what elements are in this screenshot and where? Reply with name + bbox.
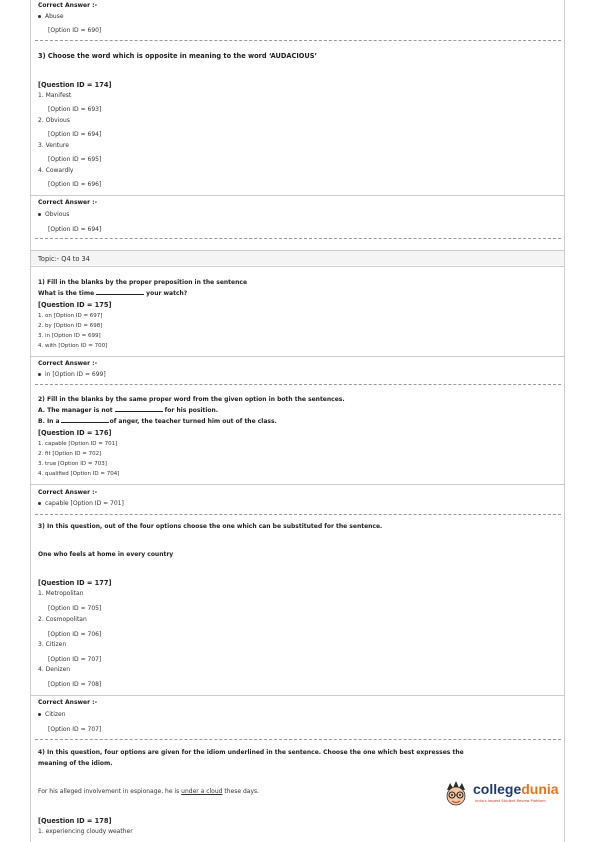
bullet-icon — [38, 502, 41, 505]
option-id: [Option ID = 705] — [48, 605, 102, 612]
option-id: [Option ID = 706] — [48, 631, 102, 638]
correct-answer: Obvious — [38, 211, 69, 219]
bullet-icon — [38, 213, 41, 216]
option-item: 4. with [Option ID = 700] — [38, 343, 108, 349]
bullet-icon — [38, 713, 41, 716]
option-label: 3. Venture — [38, 142, 69, 149]
option-label: 1. Metropolitan — [38, 590, 84, 597]
option-item: 3. true [Option ID = 703] — [38, 461, 107, 467]
option-id: [Option ID = 707] — [48, 726, 102, 733]
divider — [30, 266, 565, 267]
sentence-a: A. The manager is not for his position. — [38, 407, 219, 414]
separator — [35, 739, 561, 740]
option-id: [Option ID = 694] — [48, 226, 102, 233]
correct-answer-label: Correct Answer :- — [38, 2, 98, 9]
question-id: [Question ID = 178] — [38, 817, 112, 825]
option-label: 4. Cowardly — [38, 167, 74, 174]
question-prompt: 4) In this question, four options are given for the idiom underlined in the sentence. Choose the one which best expresses the — [38, 749, 464, 756]
topic-heading: Topic:- Q4 to 34 — [38, 255, 90, 263]
correct-answer-label: Correct Answer :- — [38, 199, 98, 206]
question-sentence: For his alleged involvement in espionage, he is under a cloud these days. — [38, 788, 260, 795]
correct-answer: capable [Option ID = 701] — [38, 500, 124, 508]
option-label: 1. Manifest — [38, 92, 72, 99]
option-id: [Option ID = 694] — [48, 131, 102, 138]
option-label: 1. experiencing cloudy weather — [38, 828, 133, 835]
separator — [35, 514, 561, 515]
bullet-icon — [38, 15, 41, 18]
correct-answer: Citizen — [38, 711, 66, 719]
divider — [30, 695, 565, 696]
option-item: 2. fit [Option ID = 702] — [38, 451, 102, 457]
divider — [30, 195, 565, 196]
bullet-icon — [38, 373, 41, 376]
divider — [30, 356, 565, 357]
separator — [35, 40, 561, 41]
option-id: [Option ID = 696] — [48, 181, 102, 188]
option-item: 1. on [Option ID = 697] — [38, 313, 103, 319]
question-id: [Question ID = 175] — [38, 301, 112, 309]
question-prompt: 3) Choose the word which is opposite in meaning to the word ‘AUDACIOUS’ — [38, 52, 317, 60]
option-label: 2. Cosmopolitan — [38, 616, 87, 623]
question-sentence: One who feels at home in every country — [38, 551, 174, 558]
question-id: [Question ID = 174] — [38, 81, 112, 89]
option-label: 2. Obvious — [38, 117, 70, 124]
divider — [30, 484, 565, 485]
question-prompt: 2) Fill in the blanks by the same proper word from the given option in both the sentences. — [38, 396, 345, 403]
correct-answer-label: Correct Answer :- — [38, 360, 98, 367]
option-label: 3. Citizen — [38, 641, 67, 648]
question-prompt-cont: meaning of the idiom. — [38, 760, 113, 767]
question-sentence: What is the time your watch? — [38, 290, 188, 297]
option-id: [Option ID = 693] — [48, 106, 102, 113]
correct-answer: Abuse — [38, 13, 64, 21]
option-item: 4. qualified [Option ID = 704] — [38, 471, 120, 477]
option-item: 1. capable [Option ID = 701] — [38, 441, 118, 447]
collegedunia-logo — [443, 778, 563, 814]
option-id: [Option ID = 707] — [48, 656, 102, 663]
logo-tagline: India's largest Student Review Platform — [475, 799, 546, 803]
correct-answer-label: Correct Answer :- — [38, 699, 98, 706]
option-item: 3. in [Option ID = 699] — [38, 333, 101, 339]
idiom-underlined: under a cloud — [181, 788, 223, 795]
question-id: [Question ID = 177] — [38, 579, 112, 587]
question-id: [Question ID = 176] — [38, 429, 112, 437]
separator — [35, 384, 561, 385]
correct-answer: in [Option ID = 699] — [38, 371, 106, 379]
option-id: [Option ID = 708] — [48, 681, 102, 688]
option-id: [Option ID = 695] — [48, 156, 102, 163]
sentence-b: B. In a of anger, the teacher turned him out of the class. — [38, 418, 277, 425]
option-item: 2. by [Option ID = 698] — [38, 323, 103, 329]
correct-answer-label: Correct Answer :- — [38, 489, 98, 496]
logo-wordmark: collegedunia — [473, 781, 559, 797]
option-label: 4. Denizen — [38, 666, 71, 673]
mascot-icon — [443, 780, 469, 810]
question-prompt: 3) In this question, out of the four options choose the one which can be substituted for the sentence. — [38, 523, 383, 530]
question-prompt: 1) Fill in the blanks by the proper preposition in the sentence — [38, 279, 248, 286]
option-id: [Option ID = 690] — [48, 27, 102, 34]
separator — [35, 238, 561, 239]
topic-bar — [31, 251, 564, 265]
